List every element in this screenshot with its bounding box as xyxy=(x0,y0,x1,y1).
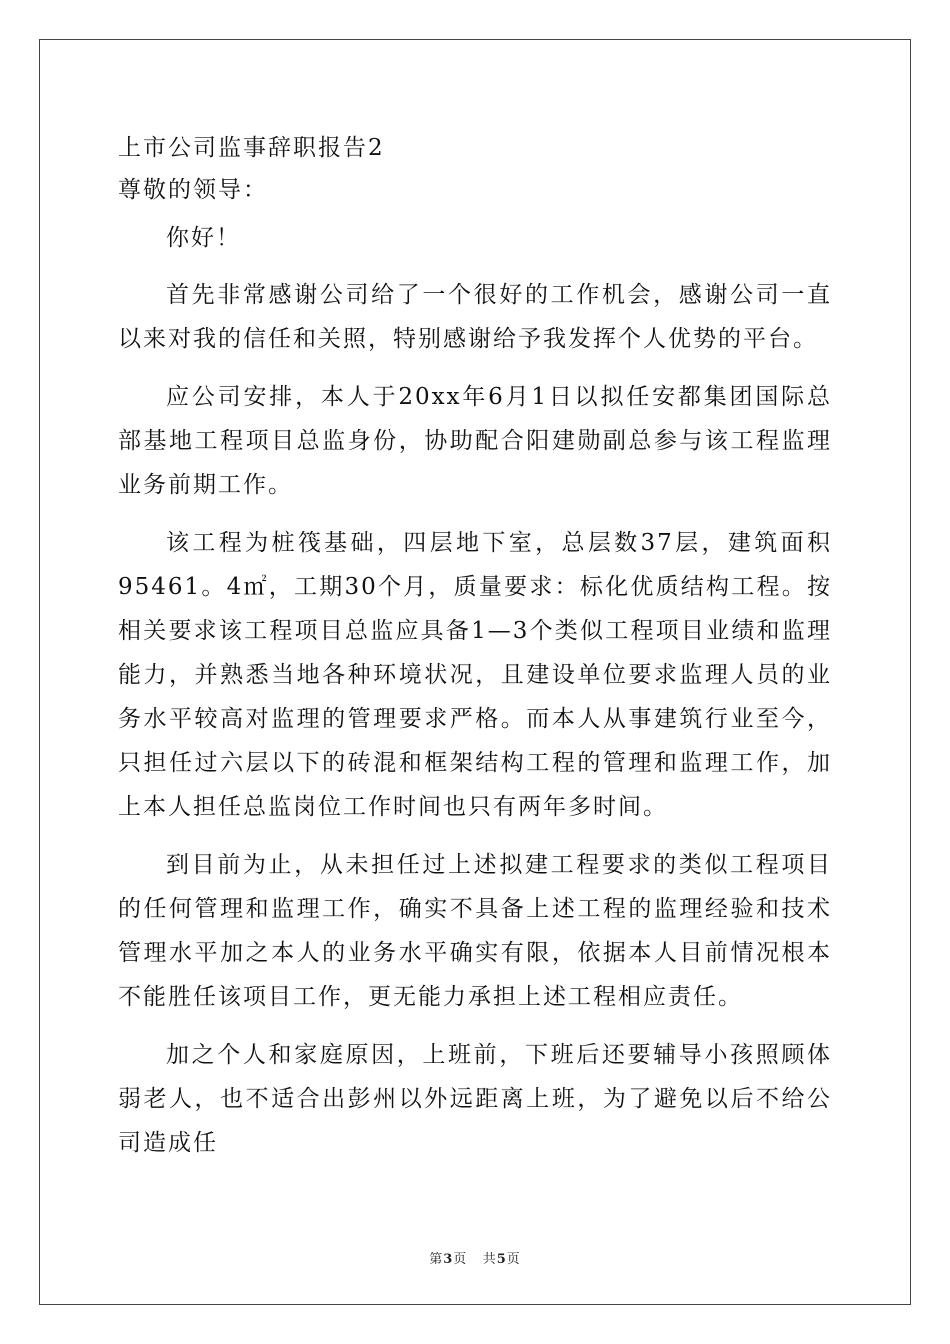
page-suffix: 页 xyxy=(453,1252,468,1267)
total-suffix: 页 xyxy=(506,1252,521,1267)
salutation: 尊敬的领导： xyxy=(118,177,268,203)
total-prefix: 共 xyxy=(482,1252,497,1267)
paragraph: 应公司安排，本人于20xx年6月1日以拟任安都集团国际总部基地工程项目总监身份，协助配合阳建勋副总参与该工程监理业务前期工作。 xyxy=(118,384,832,498)
paragraph: 该工程为桩筏基础，四层地下室，总层数37层，建筑面积95461。4㎡，工期30个月，质量要求：标化优质结构工程。按相关要求该工程项目总监应具备1—3个类似工程项目业绩和监理能力，并熟悉当地各种环境状况，且建设单位要求监理人员的业务水平较高对监理的管理要求严格。而本人从事建筑行业至今，只担任过六层以下的砖混和框架结构工程的管理和监理工作，加上本人担任总监岗位工作时间也只有两年多时间。 xyxy=(118,530,832,820)
paragraph: 到目前为止，从未担任过上述拟建工程要求的类似工程项目的任何管理和监理工作，确实不具备上述工程的监理经验和技术管理水平加之本人的业务水平确实有限，依据本人目前情况根本不能胜任该项目工作，更无能力承担上述工程相应责任。 xyxy=(118,852,832,1010)
total-page-count: 5 xyxy=(496,1252,507,1267)
page-footer xyxy=(0,1248,950,1267)
paragraph: 加之个人和家庭原因，上班前，下班后还要辅导小孩照顾体弱老人，也不适合出彭州以外远距离上班，为了避免以后不给公司造成任 xyxy=(118,1042,832,1156)
paragraph: 首先非常感谢公司给了一个很好的工作机会，感谢公司一直以来对我的信任和关照，特别感谢给予我发挥个人优势的平台。 xyxy=(118,282,832,352)
document-title: 上市公司监事辞职报告2 xyxy=(118,135,385,161)
document-body xyxy=(118,127,832,1165)
page-prefix: 第 xyxy=(429,1252,444,1267)
greeting: 你好！ xyxy=(166,225,241,251)
current-page-number: 3 xyxy=(443,1252,454,1267)
